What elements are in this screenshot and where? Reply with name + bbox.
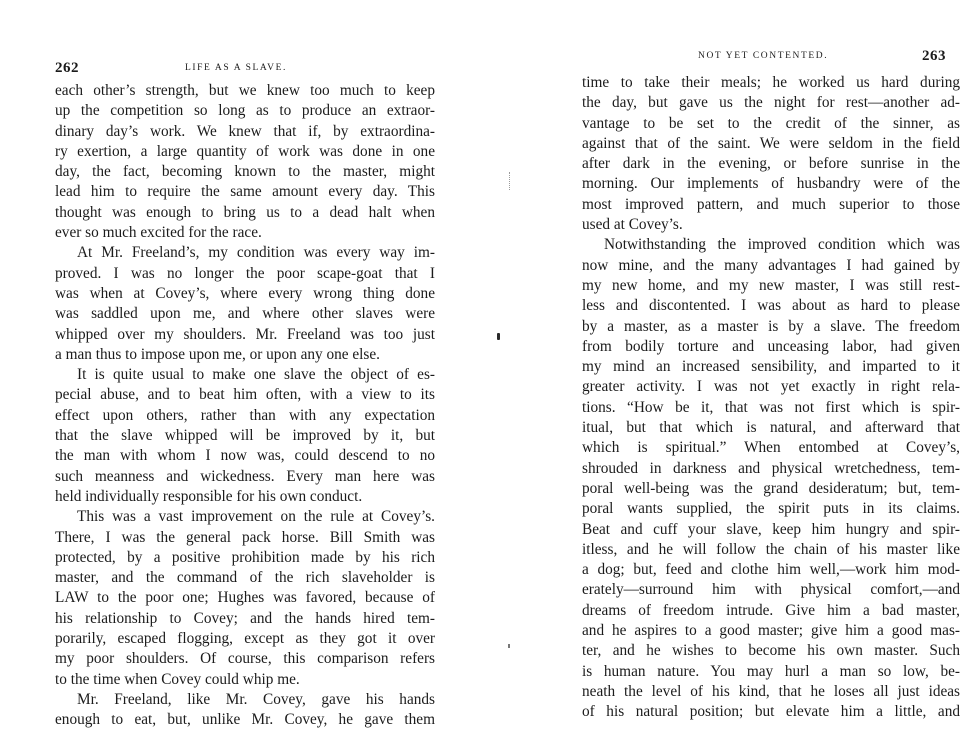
text-line: from bodily torture and unceasing labor, had given — [582, 337, 960, 355]
text-line: itless, and he will follow the chain of his master like — [582, 540, 960, 558]
text-line: itual, but that which is natural, and afterward that — [582, 419, 960, 437]
text-line: the day, but gave us the night for rest—another ad- — [582, 94, 960, 112]
left-page-text — [55, 81, 435, 731]
right-page-header — [490, 48, 980, 66]
text-line: pecial abuse, and to beat him often, with a view to its — [55, 386, 435, 404]
text-line: LAW to the poor one; Hughes was favored, because of — [55, 589, 435, 607]
text-line: Beat and cuff your slave, keep him hungry and spir- — [582, 520, 960, 538]
text-line: porarily, escaped flogging, except as they got it over — [55, 630, 435, 648]
text-line: It is quite usual to make one slave the object of es- — [77, 366, 435, 384]
text-line: This was a vast improvement on the rule at Covey’s. — [77, 508, 435, 526]
text-line: my mind an increased sensibility, and imparted to it — [582, 358, 960, 376]
text-line: tions. “How be it, that was not first which is spir- — [582, 398, 960, 416]
text-line: whipped over my shoulders. Mr. Freeland was too just — [55, 325, 435, 343]
left-page-header — [0, 60, 490, 78]
text-line: his relationship to Covey; and the hands hired tem- — [55, 609, 435, 627]
text-line: my new home, and my new master, I was still rest- — [582, 276, 960, 294]
gutter-speckle — [509, 172, 512, 190]
text-line: is human nature. You may hurl a man so low, be- — [582, 662, 960, 680]
running-head: LIFE AS A SLAVE. — [185, 63, 287, 73]
text-line: ever so much excited for the race. — [55, 224, 262, 242]
text-line: time to take their meals; he worked us hard during — [582, 74, 960, 91]
text-line: a dog; but, feed and clothe him well,—work him mod- — [582, 561, 960, 579]
text-line: to the time when Covey could whip me. — [55, 670, 300, 688]
text-line: the man with whom I now was, could descend to no — [55, 447, 435, 465]
text-line: neath the level of his kind, that he loses all just ideas — [582, 682, 960, 700]
text-line: proved. I was no longer the poor scape-goat that I — [55, 264, 435, 282]
text-line: now mine, and the many advantages I had gained by — [582, 256, 960, 274]
left-page — [0, 0, 490, 729]
text-line: against that of the saint. We were seldom in the field — [582, 134, 960, 152]
text-line: less and discontented. I was about as hard to please — [582, 297, 960, 315]
text-line: which is spiritual.” When entombed at Covey’s, — [582, 439, 960, 457]
text-line: used at Covey’s. — [582, 216, 683, 234]
text-line: and he aspires to a good master; give him a good mas- — [582, 622, 960, 640]
text-line: shrouded in darkness and physical wretchedness, tem- — [582, 459, 960, 477]
text-line: master, and the command of the rich slaveholder is — [55, 569, 435, 587]
text-line: Mr. Freeland, like Mr. Covey, gave his hands — [77, 690, 435, 708]
text-line: erately—surround him with physical comfort,—and — [582, 581, 960, 599]
text-line: by a master, as a master is by a slave. The freedom — [582, 317, 960, 335]
page-number: 262 — [55, 60, 79, 76]
text-line: greater activity. I was not yet exactly in right rela- — [582, 378, 960, 396]
text-line: ter, and he wishes to become his own master. Such — [582, 642, 960, 660]
text-line: thought was enough to bring us to a dead halt when — [55, 203, 435, 221]
text-line: such meanness and wickedness. Every man here was — [55, 467, 435, 485]
text-line: up the competition so long as to produce an extraor- — [55, 102, 435, 120]
text-line: ry exertion, a large quantity of work was done in one — [55, 142, 435, 160]
text-line: lead him to require the same amount every day. This — [55, 183, 435, 201]
text-line: dinary day’s work. We knew that if, by extraordina- — [55, 122, 435, 140]
text-line: my poor shoulders. Of course, this comparison refers — [55, 650, 435, 668]
text-line: most improved pattern, and much superior to those — [582, 195, 960, 213]
text-line: a man thus to impose upon me, or upon any one else. — [55, 345, 380, 363]
text-line: that the slave whipped will be improved by it, but — [55, 427, 435, 445]
text-line: after dark in the evening, or before sunrise in the — [582, 155, 960, 173]
text-line: vantage to be set to the credit of the sinner, as — [582, 114, 960, 132]
text-line: held individually responsible for his own conduct. — [55, 487, 363, 505]
right-page-text — [582, 73, 960, 723]
page-number: 263 — [922, 48, 946, 64]
text-line: morning. Our implements of husbandry were of the — [582, 175, 960, 193]
text-line: of his natural position; but elevate him a little, and — [582, 703, 960, 721]
text-line: was saddled upon me, and where other slaves were — [55, 305, 435, 323]
text-line: protected, by a positive prohibition made by his rich — [55, 548, 435, 566]
text-line: dreams of freedom intrude. Give him a bad master, — [582, 601, 960, 619]
gutter-ink-mark — [497, 333, 500, 340]
text-line: each other’s strength, but we knew too much to keep — [55, 82, 435, 99]
text-line: was when at Covey’s, where every wrong thing done — [55, 284, 435, 302]
text-line: day, the fact, becoming known to the master, might — [55, 163, 435, 181]
right-page — [490, 0, 980, 721]
text-line: There, I was the general pack horse. Bill Smith was — [55, 528, 435, 546]
text-line: At Mr. Freeland’s, my condition was every way im- — [77, 244, 435, 262]
text-line: Notwithstanding the improved condition which was — [604, 236, 960, 254]
text-line: poral wants supplied, the spirit puts in its claims. — [582, 500, 960, 518]
text-line: enough to eat, but, unlike Mr. Covey, he gave them — [55, 711, 435, 729]
bottom-ink-speck — [508, 644, 510, 648]
text-line: effect upon others, rather than with any expectation — [55, 406, 435, 424]
text-line: poral well-being was the grand desideratum; but, tem- — [582, 479, 960, 497]
running-head: NOT YET CONTENTED. — [698, 51, 829, 61]
